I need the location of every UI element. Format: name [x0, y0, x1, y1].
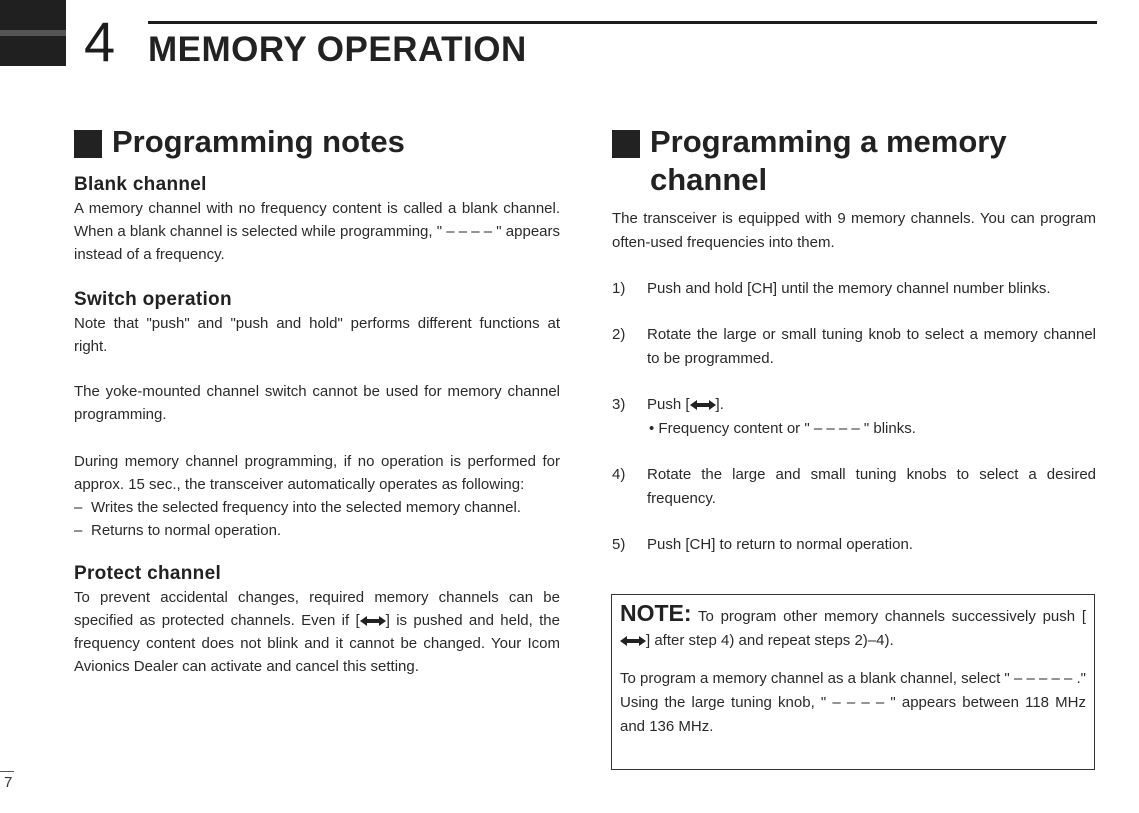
- double-arrow-icon: [690, 400, 716, 410]
- chapter-tab-block: [0, 0, 66, 66]
- section-bullet-square: [612, 130, 640, 158]
- double-arrow-icon: [620, 636, 646, 646]
- double-arrow-icon: [360, 616, 386, 626]
- switch-text-1: Note that "push" and "push and hold" performs different functions at right.: [74, 315, 560, 355]
- switch-text-3: During memory channel programming, if no operation is performed for approx. 15 sec., the transceiver automatically operates as following:: [74, 453, 560, 493]
- auto-operation-list: [74, 496, 560, 542]
- list-item: – Writes the selected frequency into the selected memory channel.: [74, 499, 521, 516]
- note-label: NOTE:: [620, 600, 692, 626]
- step-item: 3) Push [ ]. • Frequency content or " – – – – " blinks.: [612, 393, 1096, 441]
- chapter-tab-notch: [0, 30, 66, 36]
- section-title-line2: channel: [650, 162, 768, 197]
- section-title-text: Programming notes: [112, 124, 405, 159]
- step-item: 1) Push and hold [CH] until the memory channel number blinks.: [612, 280, 1051, 297]
- subhead-protect-channel: Protect channel: [74, 563, 222, 584]
- section-title-programming-memory-channel: [612, 123, 1096, 199]
- memory-intro-text: The transceiver is equipped with 9 memory channels. You can program often-used frequencies into them.: [612, 210, 1096, 251]
- section-bullet-square: [74, 130, 102, 158]
- subhead-blank-channel: Blank channel: [74, 174, 207, 195]
- page-number: 7: [4, 774, 13, 791]
- right-column: [612, 123, 1096, 557]
- step-item: 4) Rotate the large and small tuning knobs to select a desired frequency.: [612, 466, 1096, 507]
- note-text-2: To program a memory channel as a blank channel, select " – – – – – ." Using the large tuning knob, " – – – – " appears between 118 MHz and 136 MHz.: [620, 670, 1086, 735]
- chapter-number: 4: [84, 10, 116, 73]
- subhead-switch-operation: Switch operation: [74, 289, 232, 310]
- step-3-subnote: • Frequency content or " – – – – " blinks.: [649, 420, 916, 437]
- page-number-tick: [0, 771, 14, 772]
- list-item: – Returns to normal operation.: [74, 522, 282, 539]
- programming-steps: [612, 277, 1096, 557]
- left-column: [74, 123, 560, 678]
- chapter-title: MEMORY OPERATION: [148, 30, 527, 69]
- blank-channel-text: A memory channel with no frequency content is called a blank channel. When a blank channel is selected while programming, " – – – – " appears instead of a frequency.: [74, 200, 560, 263]
- section-title-line1: Programming a memory: [650, 124, 1007, 159]
- note-box: [611, 594, 1095, 770]
- switch-text-2: The yoke-mounted channel switch cannot be used for memory channel programming.: [74, 383, 560, 423]
- step-item: 5) Push [CH] to return to normal operation.: [612, 536, 913, 553]
- header-rule: [148, 21, 1097, 24]
- section-title-programming-notes: [74, 123, 560, 161]
- step-item: 2) Rotate the large or small tuning knob to select a memory channel to be programmed.: [612, 326, 1096, 367]
- protect-channel-text: To prevent accidental changes, required memory channels can be specified as protected channels. Even if [ ] is pushed and held, the frequency content does not blink and it cannot be changed. Your Icom Avionics Dealer can activate and cancel this setting.: [74, 589, 560, 675]
- note-text-1: NOTE: To program other memory channels successively push [] after step 4) and repeat steps 2)–4).: [620, 600, 1086, 649]
